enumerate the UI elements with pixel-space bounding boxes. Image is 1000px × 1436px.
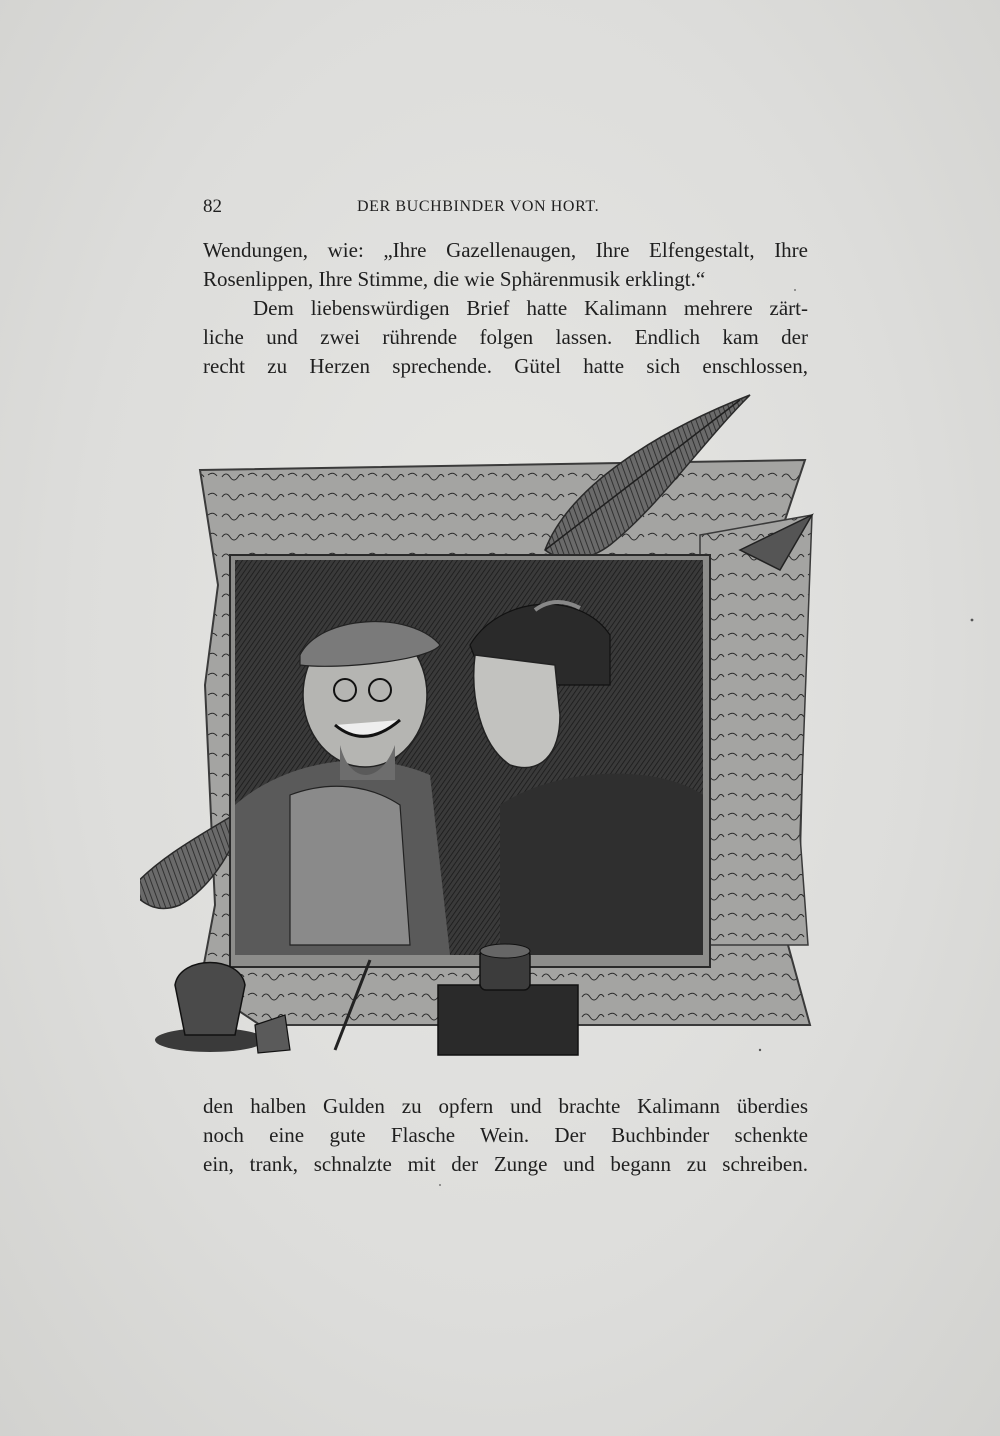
text-line: den halben Gulden zu opfern und brachte Kalimann überdies [203,1094,808,1118]
text-line: recht zu Herzen sprechende. Gütel hatte sich enschlossen, [203,354,808,378]
text-line: liche und zwei rührende folgen lassen. Endlich kam der [203,325,808,349]
body-text-bottom [203,1092,808,1179]
running-head [203,196,808,224]
text-line: ein, trank, schnalzte mit der Zunge und begann zu schreiben. [203,1152,808,1176]
right-letter [700,515,812,945]
engraving-illustration [140,385,820,1065]
text-line: Wendungen, wie: „Ihre Gazellenaugen, Ihre Elfengestalt, Ihre [203,238,808,262]
body-text-top [203,236,808,381]
text-line: Rosenlippen, Ihre Stimme, die wie Sphärenmusik erklingt.“ [203,267,706,291]
text-line: noch eine gute Flasche Wein. Der Buchbinder schenkte [203,1123,808,1147]
engraving-drawing [140,385,820,1065]
page-number: 82 [203,196,222,217]
running-title: DER BUCHBINDER VON HORT. [357,198,600,215]
text-line: Dem liebenswürdigen Brief hatte Kalimann mehrere zärt- [253,296,808,320]
